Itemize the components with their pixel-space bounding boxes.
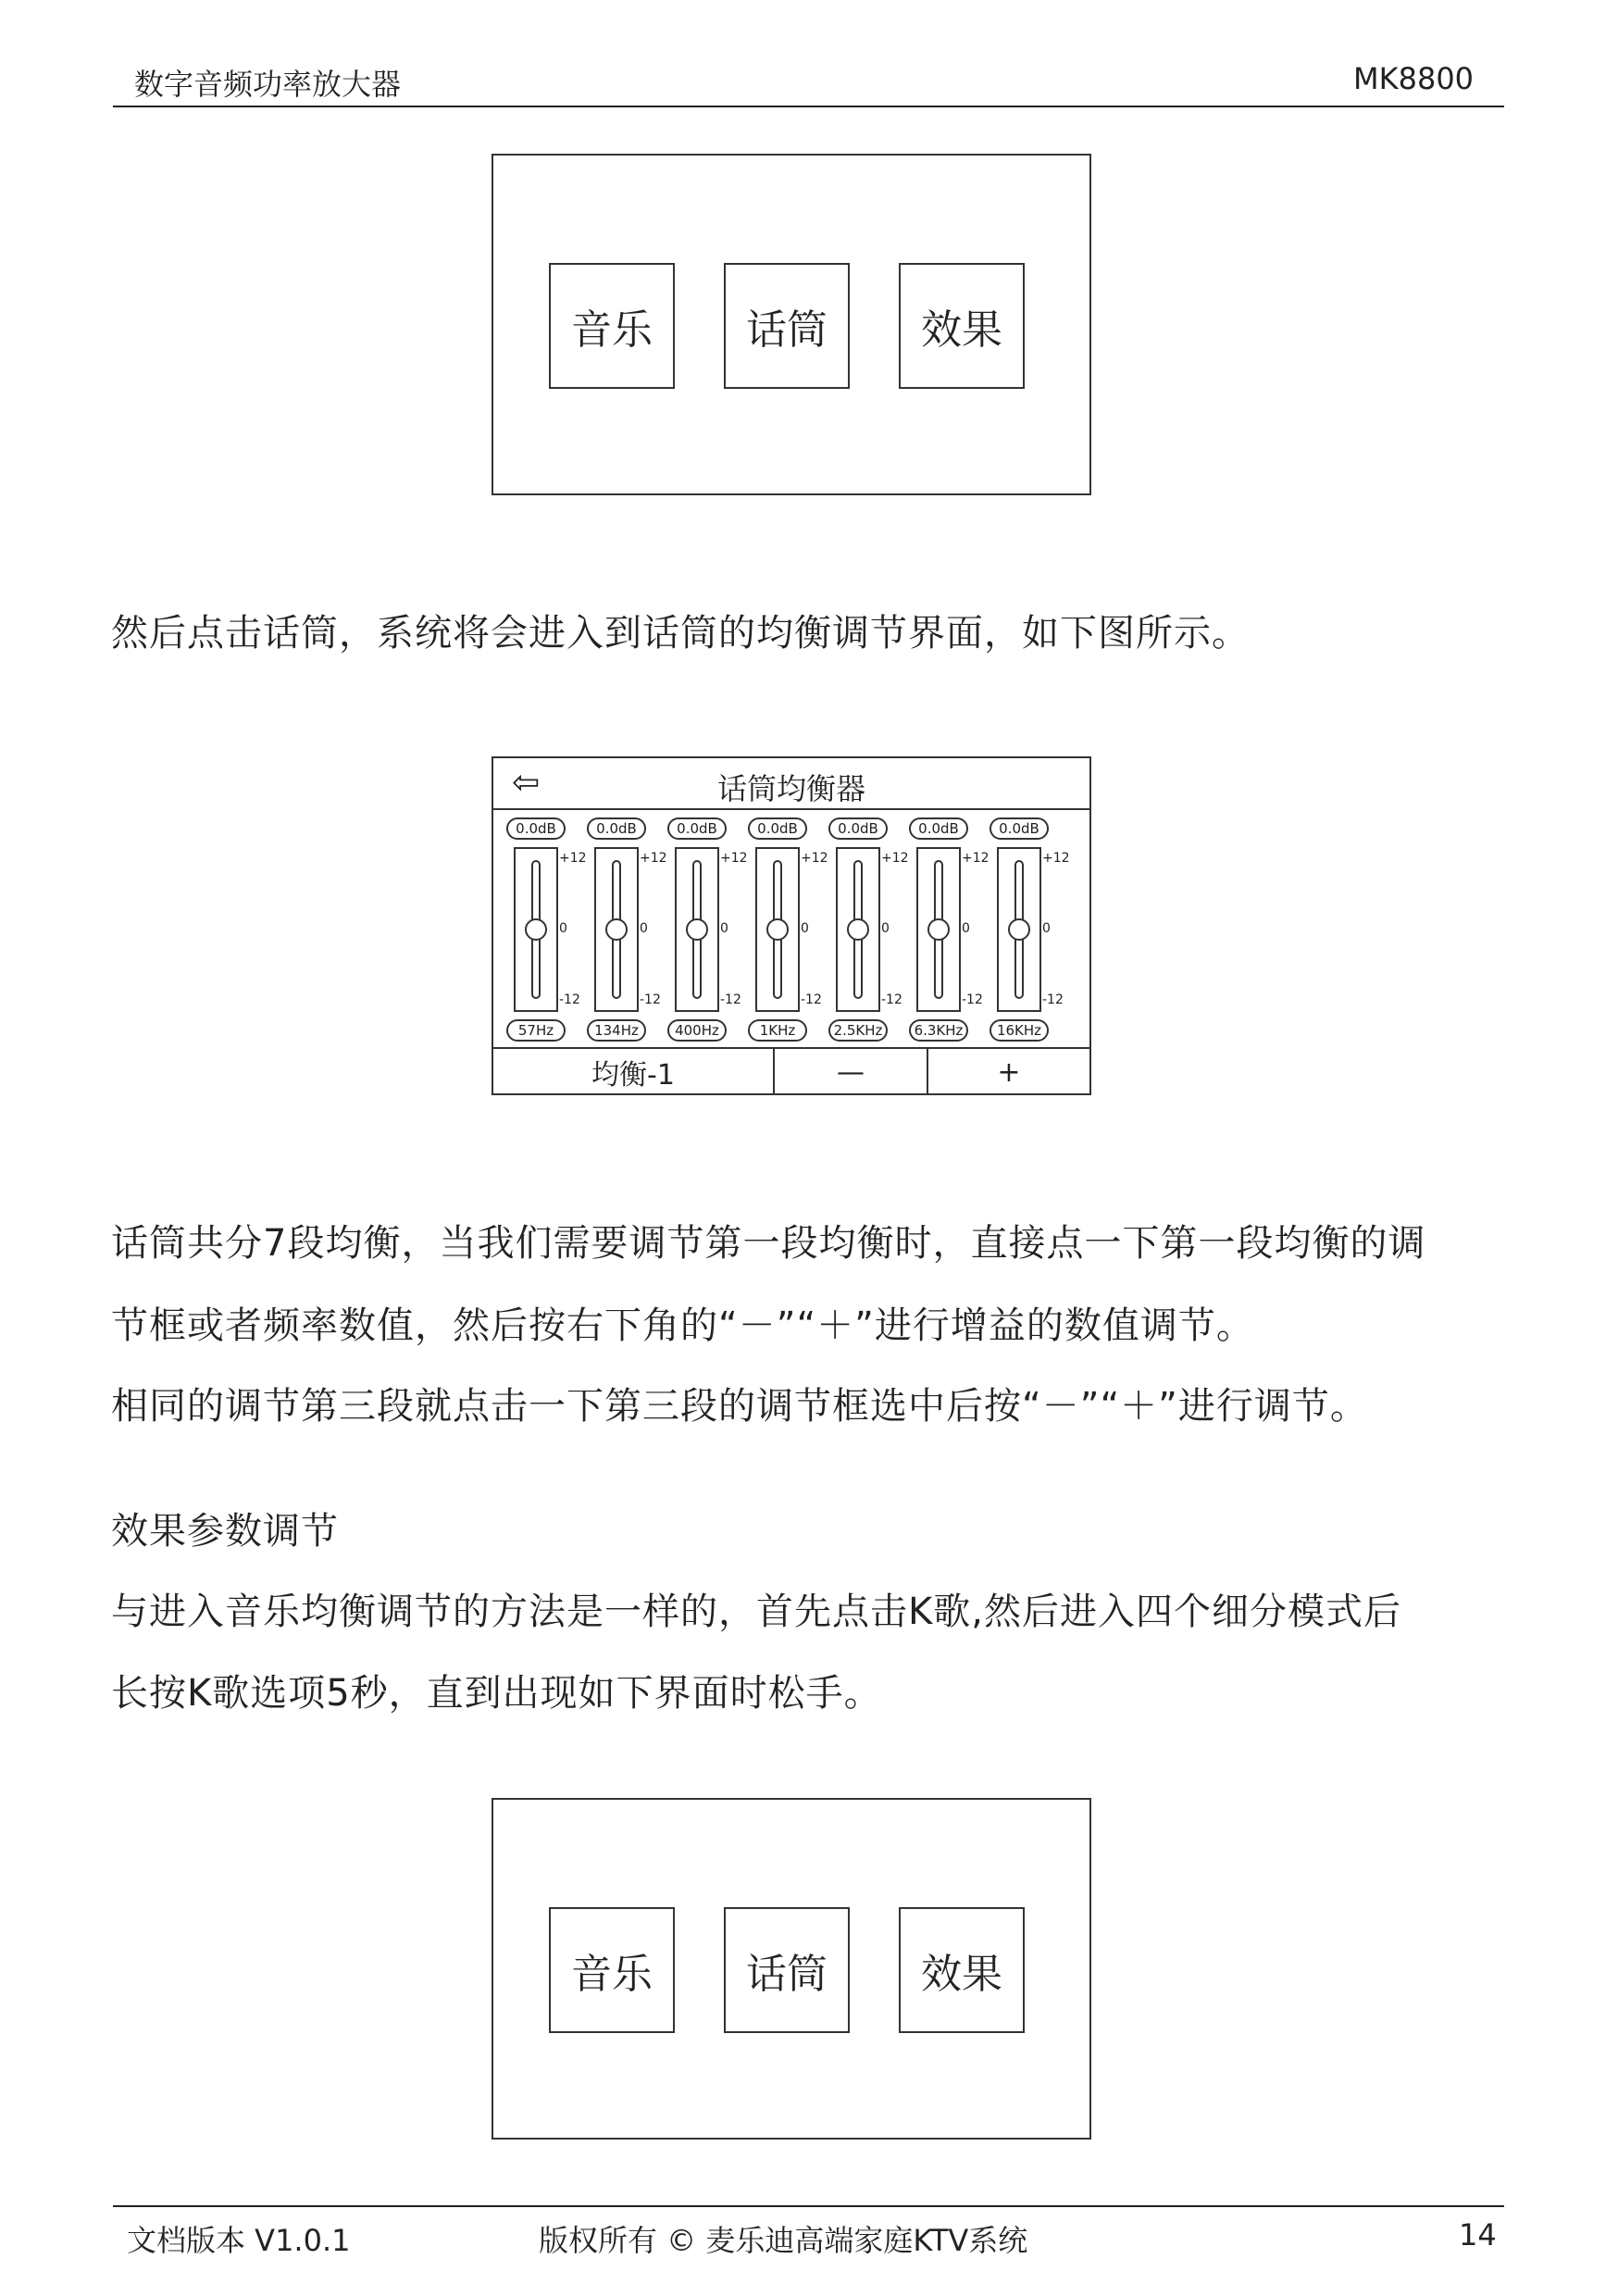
scale-label-bottom: -12 xyxy=(559,992,580,1007)
equalizer-title: 话筒均衡器 xyxy=(716,771,865,806)
music-button[interactable]: 音乐 xyxy=(549,1907,675,2033)
scale-label-top: +12 xyxy=(559,851,587,866)
band-gain-value[interactable]: 0.0dB xyxy=(667,817,727,840)
band-gain-value[interactable]: 0.0dB xyxy=(828,817,888,840)
band-slider-box[interactable] xyxy=(997,847,1041,1012)
scale-label-bottom: -12 xyxy=(881,992,902,1007)
scale-label-zero: 0 xyxy=(640,921,648,936)
slider-knob[interactable] xyxy=(686,918,708,941)
page-number: 14 xyxy=(1459,2217,1497,2252)
band-slider-box[interactable] xyxy=(675,847,719,1012)
scale-label-zero: 0 xyxy=(1042,921,1051,936)
model-number: MK8800 xyxy=(1353,61,1475,96)
band-gain-value[interactable]: 0.0dB xyxy=(989,817,1049,840)
paragraph-enter-mic-eq: 然后点击话筒，系统将会进入到话筒的均衡调节界面，如下图所示。 xyxy=(111,612,1250,655)
scale-label-bottom: -12 xyxy=(1042,992,1064,1007)
equalizer-controls xyxy=(493,1047,1089,1095)
band-gain-value[interactable]: 0.0dB xyxy=(587,817,646,840)
scale-label-bottom: -12 xyxy=(801,992,822,1007)
back-arrow-icon[interactable]: ⇦ xyxy=(512,764,541,802)
band-gain-value[interactable]: 0.0dB xyxy=(506,817,566,840)
scale-label-top: +12 xyxy=(801,851,828,866)
band-frequency-label[interactable]: 6.3KHz xyxy=(909,1019,968,1042)
scale-label-zero: 0 xyxy=(962,921,970,936)
eq-plus-button[interactable]: + xyxy=(997,1055,1021,1089)
slider-knob[interactable] xyxy=(847,918,869,941)
scale-label-zero: 0 xyxy=(801,921,809,936)
band-gain-value[interactable]: 0.0dB xyxy=(909,817,968,840)
header-rule xyxy=(113,106,1504,107)
eq-minus-button[interactable]: — xyxy=(837,1055,865,1089)
band-slider-box[interactable] xyxy=(514,847,558,1012)
scale-label-top: +12 xyxy=(962,851,989,866)
band-frequency-label[interactable]: 1KHz xyxy=(748,1019,807,1042)
slider-knob[interactable] xyxy=(605,918,628,941)
scale-label-bottom: -12 xyxy=(720,992,741,1007)
slider-knob[interactable] xyxy=(766,918,789,941)
paragraph-seven-bands: 话筒共分7段均衡，当我们需要调节第一段均衡时，直接点一下第一段均衡的调 xyxy=(111,1222,1426,1265)
footer-rule xyxy=(113,2205,1504,2207)
scale-label-bottom: -12 xyxy=(962,992,983,1007)
band-slider-box[interactable] xyxy=(755,847,800,1012)
scale-label-top: +12 xyxy=(640,851,667,866)
scale-label-zero: 0 xyxy=(559,921,567,936)
band-gain-value[interactable]: 0.0dB xyxy=(748,817,807,840)
mic-equalizer-screen xyxy=(492,756,1091,1095)
menu-screen-top xyxy=(492,154,1091,495)
equalizer-title-bar xyxy=(493,758,1089,810)
band-frequency-label[interactable]: 57Hz xyxy=(506,1019,566,1042)
eq-preset-label[interactable]: 均衡-1 xyxy=(591,1059,675,1092)
slider-knob[interactable] xyxy=(525,918,547,941)
band-frequency-label[interactable]: 16KHz xyxy=(989,1019,1049,1042)
scale-label-top: +12 xyxy=(881,851,909,866)
slider-knob[interactable] xyxy=(927,918,950,941)
document-title: 数字音频功率放大器 xyxy=(134,67,402,102)
paragraph-adjust-gain: 节框或者频率数值，然后按右下角的“－”“＋”进行增益的数值调节。 xyxy=(111,1304,1254,1347)
music-button[interactable]: 音乐 xyxy=(549,263,675,389)
paragraph-third-band: 相同的调节第三段就点击一下第三段的调节框选中后按“－”“＋”进行调节。 xyxy=(111,1385,1368,1428)
band-slider-box[interactable] xyxy=(916,847,961,1012)
effects-button[interactable]: 效果 xyxy=(899,1907,1025,2033)
band-frequency-label[interactable]: 2.5KHz xyxy=(828,1019,888,1042)
effects-button[interactable]: 效果 xyxy=(899,263,1025,389)
scale-label-bottom: -12 xyxy=(640,992,661,1007)
scale-label-zero: 0 xyxy=(881,921,890,936)
scale-label-top: +12 xyxy=(720,851,748,866)
band-slider-box[interactable] xyxy=(836,847,880,1012)
slider-knob[interactable] xyxy=(1008,918,1030,941)
scale-label-zero: 0 xyxy=(720,921,728,936)
section-heading-effects: 效果参数调节 xyxy=(111,1510,339,1553)
microphone-button[interactable]: 话筒 xyxy=(724,1907,850,2033)
paragraph-long-press: 长按K歌选项5秒，直到出现如下界面时松手。 xyxy=(111,1672,882,1715)
microphone-button[interactable]: 话筒 xyxy=(724,263,850,389)
scale-label-top: +12 xyxy=(1042,851,1070,866)
document-version: 文档版本 V1.0.1 xyxy=(127,2223,351,2258)
paragraph-enter-effects: 与进入音乐均衡调节的方法是一样的，首先点击K歌,然后进入四个细分模式后 xyxy=(111,1591,1401,1633)
band-frequency-label[interactable]: 134Hz xyxy=(587,1019,646,1042)
band-frequency-label[interactable]: 400Hz xyxy=(667,1019,727,1042)
copyright-notice: 版权所有 © 麦乐迪高端家庭KTV系统 xyxy=(539,2223,1028,2258)
band-slider-box[interactable] xyxy=(594,847,639,1012)
menu-screen-bottom xyxy=(492,1798,1091,2140)
